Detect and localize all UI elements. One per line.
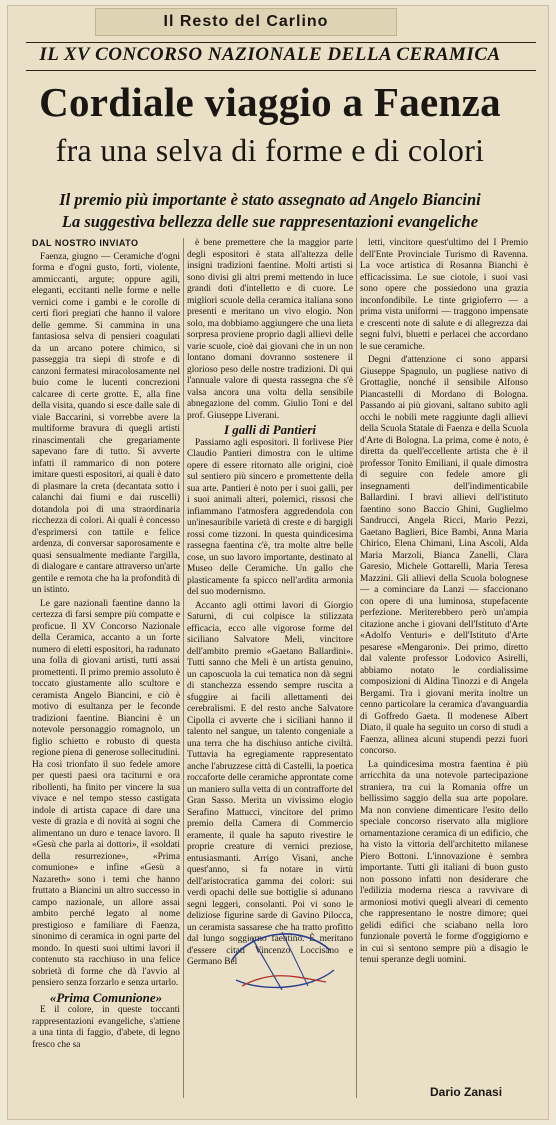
masthead: Il Resto del Carlino <box>95 8 397 36</box>
article-paragraph: letti, vincitore quest'ultimo del I Premio dell'Ente Provinciale Turismo di Ravenna. La voce artistica di Rosanna Bianchi è efficacissima. Le sue ciotole, i suoi vasi sono opere che possiedono una grazia inconfondibile. Le tinte grigioferro — a prima vista uniformi — traggono impensate e crescenti note di salute e di allegrezza dai segni fulvi, bluetti e perlacei che accordano le sue ceramiche. <box>360 238 528 352</box>
article-paragraph: E il colore, in queste toccanti rappresentazioni evangeliche, s'attiene a una tinta di faggio, d'abete, di legno fresco che sa <box>32 1005 180 1050</box>
kicker-bottom-rule <box>26 70 536 71</box>
article-column-2 <box>187 238 353 1103</box>
article-column-3 <box>360 238 528 1028</box>
section-subhead: I galli di Pantieri <box>223 422 317 437</box>
article-paragraph: Degni d'attenzione ci sono apparsi Giuseppe Spagnulo, un pugliese nativo di Grottaglie, nonché il sensibile Alfonso Piancastelli di Mordano di Bologna. Passando ai più giovani, saltano subito agli occhi le nobili mete raggiunte dagli allievi della Scuola Statale di Faenza e della Scuola d'Arte di Bologna. La prima, come è noto, è diretta da quell'eccellente artista che è il professor Tonito Emiliani, il quale dimostra di seguire con fedele amore gli insegnamenti dell'indimenticabile Ballardini. I bravi allievi dell'istituto faentino sono Baccio Ghini, Guglielmo Sandrucci, Angela Ricci, Mario Pezzi, Gaetano Baglieri, Bice Bambi, Anna Maria Chirico, Elena Chimani, Lina Ascoli, Alda Maria Marzoli, Bianca Zanelli, Clara Garesio, Michele Gottarelli, Maria Teresa Mazzini. Gli allievi della Scuola bolognese — a cominciare da Lanzi — sfaccionano con opere di una luminosa, stupefacente perfezione. Meriterebbero però un'ampia citazione anche i giovani dell'Istituto d'Arte «Adolfo Venturi» e dell'Istituto d'Arte pesarese «Mengaroni». Dei primo, diretto dal valente professor Lodovico Asirelli, abbiamo notato le cordialissime composizioni di Aldina Tinozzi e di Angela Bergami. Tra i giovani merita inoltre un cenno particolare la ceramica d'avanguardia di Goffredo Gaeta. Il modenese Albert Diato, il quale ha seguito un corso di studi a Faenza, allinea alcuni stupendi pezzi fuori concorso. <box>360 355 528 756</box>
article-paragraph: Accanto agli ottimi lavori di Giorgio Saturni, di cui colpisce la stilizzata efficacia, ecco alle vigorose forme del siciliano Salvatore Meli, vincitore dell'ambito premio «Gaetano Ballardini». Tutti sanno che Meli è un artista genuino, un caposcuola la cui tematica non dà segni di stanchezza essendo sempre ruscita a sfuggire ai facili allettamenti dei cerebralismi. E del resto anche Salvatore Cipolla ci avverte che i siciliani hanno il talento nel sangue, un talento congeniale a una terra che ha dischiuso antiche civiltà. Tuttavia ha egregiamente rappresentato anche l'abruzzese città di Castelli, la poetica roccaforte delle ceramiche approntate come un maniero sulla vetta di un contrafforte del Gran Sasso. Merita un vivissimo elogio Serafino Mattucci, vincitore del primo premio della Camera di Commercio eramente, il quale ha saputo rivestire le proprie creature di vernici preziose, entusiasmanti. Arrigo Visani, anche quest'anno, si fa notare in virtù dell'aristocratica gamma dei colori: sui verdi opachi delle sue bottiglie si adunano segni leggeri, consolanti. Poi vi sono le deliziose figurine sarde di Gavino Pilocca, un ceramista sassarese che ha tratto profitto dal lungo soggiorno faentino. È meritano d'essere citati Vincenzo Loccisano e Germano Bel <box>187 600 353 967</box>
subheadline-1: Il premio più importante è stato assegnato ad Angelo Biancini <box>59 190 481 209</box>
kicker: IL XV CONCORSO NAZIONALE DELLA CERAMICA <box>39 44 501 65</box>
headline-secondary: fra una selva di forme e di colori <box>55 132 485 168</box>
author-signature: Dario Zanasi <box>430 1085 503 1099</box>
article-column-1 <box>32 238 180 1105</box>
column-divider <box>183 238 184 1098</box>
section-subhead: «Prima Comunione» <box>49 989 163 1005</box>
byline: DAL NOSTRO INVIATO <box>32 238 139 248</box>
column-divider <box>356 238 357 1098</box>
article-paragraph: è bene premettere che la maggior parte degli espositori è stata all'altezza delle insigni tradizioni faentine. Molti artisti si sono divisi gli altri premi mettendo in luce grandi doti d'intelletto e di cuore. Le migliori scuole della ceramica italiana sono presenti e meritano un vivo elogio. Non solo, ma dobbiamo aggiungere che una lieta sorpresa proviene proprio dagli allievi delle varie scuole, cioè dai giovani che in un non lontano domani dovranno sostenere il glorioso peso delle nostre tradizioni. Di qui l'annuale valore di questa rassegna che s'è valsa ancora una volta della sensibile abnegazione del comm. Giulio Toni e del prof. Giuseppe Liverani. <box>187 238 353 421</box>
article-paragraph: La quindicesima mostra faentina è più arricchita da una notevole partecipazione straniera, tra cui la Romania offre un bellissimo saggio della sua arte popolare. Ma non conviene dimenticare l'esito dello speciale concorso riservato alla migliore ornamentazione ceramica di un edificio, che ha visto la vittoria dell'architetto milanese Piero Bottoni. L'innovazione è sembra importante. Tutti gli italiani di buon gusto non possono infatti non desiderare che l'edilizia moderna riesca a ravvivare di armoniosi motivi quegli alveari di cemento che rappresentano le nostre dimore; quei gelidi edifici che sciabano nella loro funzionale povertà le forme d'oggigiorno e in cui si sentono sempre più a disagio le tenui speranze degli uomini. <box>360 759 528 965</box>
kicker-top-rule <box>26 42 536 43</box>
subheadline-2: La suggestiva bellezza delle sue rappresentazioni evangeliche <box>61 212 479 231</box>
article-paragraph: Le gare nazionali faentine danno la certezza di farsi sempre più compatte e proficue. Il XV Concorso Nazionale della Ceramica, accanto a un forte numero di eletti espositori, ha radunato una folla di giovani artisti, tutti assai promettenti. Il primo premio assoluto è toccato giustamente allo scultore e ceramista Angelo Biancini, e ciò è motivo di esultanza per le feconde tradizioni faentine. Biancini è un notevole personaggio romagnolo, un figlio schietto e robusto di questa regione piena di generose sollecitudini. Ha così trionfato il suo fedele amore per questi paesi ora taciturni e ora ribollenti, ha finito per vincere la sua vivace e nel tempo stesso castigata indole di artista capace di dare una veste di grazia e di novità ai sogni che alimentano un duro e tenace lavoro. Il «Gesù che parla ai dottori», il «soldati della resurrezione», «Prima comunione» e infine «Gesù a Nazareth» sono i temi che hanno fruttato a Biancini un altro successo in campo nazionale, un allore assai ambito perché legato al nome prestigioso e familiare di Faenza, sinonimo di ceramica in ogni parte del mondo. In questi suoi ultimi lavori il contenuto sta racchiuso in una felice sobrietà di forme che dà l'avvio al pensiero senza forzarlo e senza urtarlo. <box>32 598 180 988</box>
headline-main: Cordiale viaggio a Faenza <box>39 79 501 125</box>
article-paragraph: Faenza, giugno — Ceramiche d'ogni forma e d'ogni gusto, forti, violente, ammiccanti, argute; oppure agili, eleganti, eccitanti nelle forme e nelle vernici come i gambi e le corolle di certi fiori pregiati che hanno il valore delle gemme. Si cammina in una fantasiosa selva di pensieri coagulati da un arcano potere chimico, si passeggia tra siepi di strofe e di canzoni fermatesi miracolosamente nel buio come le lucenti concrezioni calcaree di certe grotte. E, alla fine della visita, quando si esce dalle sale di viale Baccarini, si vorrebbe avere la multiforme bravura di quegli artisti rinascimentali che gregariamente sapevano fare di tutto. Si avverte infatti il rammarico di non potere imitare questi espositori, ai quali è dato di plasmare la creta (decantata sotto i calanchi dai fiumi e dai ruscelli) dotandola poi di una straordinaria ricchezza di colori. Ai quali è concesso d'esprimersi con tattile e felice ardenza, di conversar saporosamente e quasi sensualmente mediante l'argilla, di dialogare e cantare attraverso un'arte gentile e remota che ha la profondità di un istinto. <box>32 251 180 595</box>
article-paragraph: Passiamo agli espositori. Il forlivese Pier Claudio Pantieri dimostra con le ultime opere di essere ritornato alle origini, cioè sul sentiero più sincero e promettente della sua arte. Pantieri è noto per i suoi galli, per i suoi animali alteri, polemici, rissosi che infiammano l'atmosfera aggredendola con un'inesauribile varietà di creste e di bargigli rossi come tizzoni. In questa quindicesima rassegna faentina c'è, tra molte altre belle cose, un suo lavoro importante, destinato al Museo delle Ceramiche. Un gallo che plasticamente fa spicco nell'ardita armonia del suo modernismo. <box>187 437 353 597</box>
